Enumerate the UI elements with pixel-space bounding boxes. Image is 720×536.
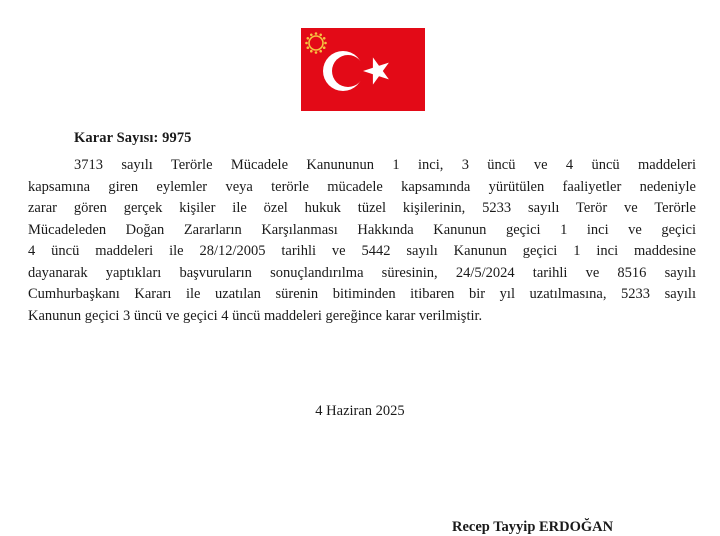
body-line: zarar gören gerçek kişiler ile özel hukuk tüzel kişilerinin, 5233 sayılı Terör ve Terörle (28, 200, 696, 216)
body-line: kapsamına giren eylemler veya terörle mücadele kapsamında yürütülen faaliyetler nedeniyle (28, 178, 696, 195)
signatory-name: Recep Tayyip ERDOĞAN (452, 519, 614, 535)
body-line: 3713 sayılı Terörle Mücadele Kanununun 1 inci, 3 üncü ve 4 üncü maddeleri (74, 157, 696, 173)
body-line: Kanunun geçici 3 üncü ve geçici 4 üncü maddeleri gereğince karar verilmiştir. (28, 307, 483, 324)
decision-date: 4 Haziran 2025 (315, 403, 405, 419)
turkish-flag-icon (301, 28, 425, 111)
turkish-flag-emblem (301, 28, 425, 111)
decision-body (28, 155, 696, 327)
body-line: dayanarak yaptıkları başvuruların sonuçlandırılma süresinin, 24/5/2024 tarihli ve 8516 sayılı (28, 264, 696, 281)
body-line: 4 üncü maddeleri ile 28/12/2005 tarihli ve 5442 sayılı Kanunun geçici 1 inci maddesine (28, 243, 696, 259)
body-line: Cumhurbaşkanı Kararı ile uzatılan sürenin bitiminden itibaren bir yıl uzatılmasına, 5233 sayılı (28, 286, 696, 302)
body-line: Mücadeleden Doğan Zararların Karşılanması Hakkında Kanunun geçici 1 inci ve geçici (28, 221, 696, 238)
decision-number-heading: Karar Sayısı: 9975 (74, 130, 192, 146)
